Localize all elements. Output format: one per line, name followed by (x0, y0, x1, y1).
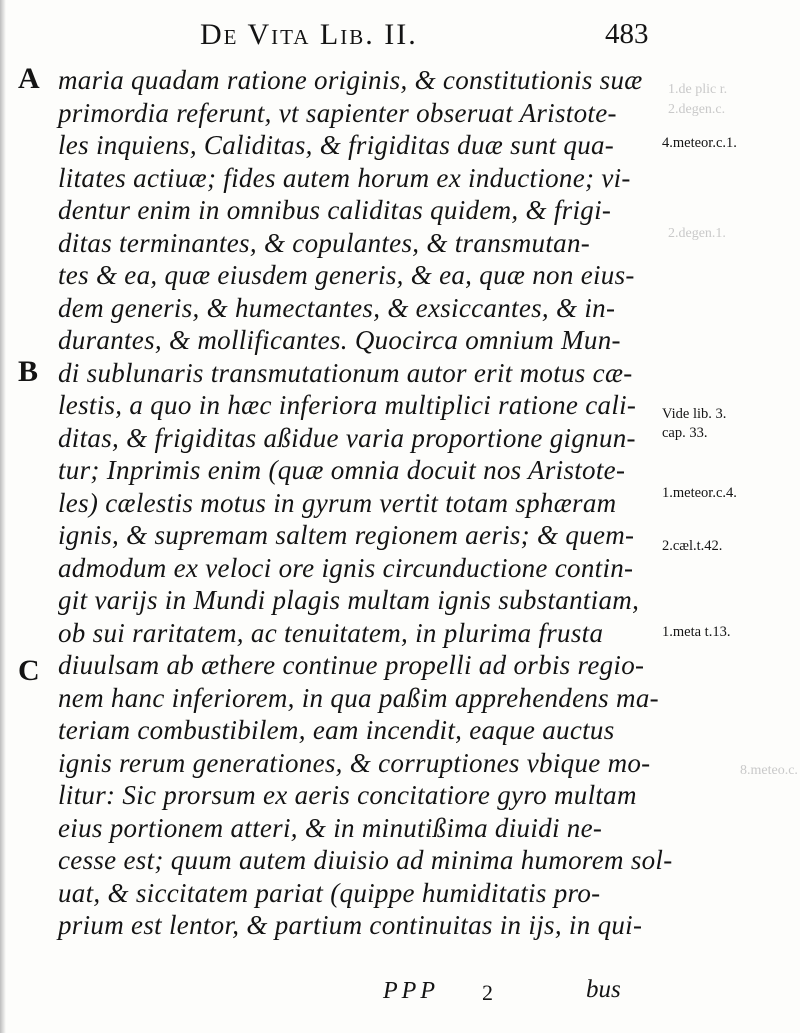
text-line: eius portionem atteri, & in minutißima diuidi ne- (58, 812, 603, 843)
text-line: prium est lentor, & partium continuitas in ijs, in qui- (58, 910, 643, 940)
show-through-text: 1.de plic r. (668, 82, 728, 97)
margin-note: Vide lib. 3. (662, 406, 727, 422)
text-line: primordia referunt, vt sapienter obseruat Aristote- (58, 97, 617, 128)
text-line: ditas, & frigiditas aßidue varia proportione gignun- (58, 422, 636, 453)
page-number: 483 (605, 18, 649, 50)
text-line: cesse est; quum autem diuisio ad minima humorem sol- (58, 845, 673, 875)
text-line: tur; Inprimis enim (quæ omnia docuit nos Aristote- (58, 455, 626, 485)
margin-note: 2.cæl.t.42. (662, 538, 723, 554)
text-line: litates actiuæ; fides autem horum ex inductione; vi- (58, 162, 631, 193)
text-line: les) cælestis motus in gyrum vertit totam sphæram (58, 487, 617, 518)
show-through-text: 8.meteo.c. (740, 763, 798, 778)
margin-note: 4.meteor.c.1. (662, 135, 737, 151)
text-line: maria quadam ratione originis, & constitutionis suæ (58, 65, 643, 95)
section-letter-c: C (18, 654, 40, 687)
text-line: admodum ex veloci ore ignis circunductione contin- (58, 552, 634, 583)
text-line: dem generis, & humectantes, & exsiccantes, & in- (58, 292, 616, 323)
text-line: durantes, & mollificantes. Quocirca omnium Mun- (58, 325, 621, 355)
margin-note: 1.meta t.13. (662, 624, 731, 640)
text-line: ignis rerum generationes, & corruptiones vbique mo- (58, 747, 651, 778)
text-line: lestis, a quo in hæc inferiora multiplici ratione cali- (58, 390, 637, 420)
margin-note: 1.meteor.c.4. (662, 485, 737, 501)
text-line: nem hanc inferiorem, in qua paßim apprehendens ma- (58, 682, 659, 713)
text-line: dentur enim in omnibus caliditas quidem, & frigi- (58, 195, 612, 225)
text-line: les inquiens, Caliditas, & frigiditas duæ sunt qua- (58, 130, 615, 160)
printer-signature: PPP (383, 978, 439, 1004)
show-through-text: 2.degen.1. (668, 226, 726, 241)
text-line: di sublunaris transmutationum autor erit motus cæ- (58, 357, 633, 388)
section-letter-a: A (18, 62, 40, 95)
text-line: uat, & siccitatem pariat (quippe humiditatis pro- (58, 877, 601, 908)
main-text (58, 64, 673, 942)
text-line: litur: Sic prorsum ex aeris concitatiore gyro multam (58, 780, 637, 810)
show-through-text: 2.degen.c. (668, 102, 726, 117)
text-line: ob sui raritatem, ac tenuitatem, in plurima frusta (58, 617, 604, 648)
text-line: diuulsam ab æthere continue propelli ad orbis regio- (58, 650, 645, 680)
margin-note: cap. 33. (662, 425, 708, 441)
text-line: teriam combustibilem, eam incendit, eaque auctus (58, 715, 615, 745)
page-gutter-shadow (0, 0, 6, 1033)
page-header (200, 18, 649, 58)
signature-number: 2 (482, 980, 493, 1005)
running-head: De Vita Lib. II. (200, 18, 418, 51)
text-line: ignis, & supremam saltem regionem aeris; & quem- (58, 520, 635, 550)
text-line: git varijs in Mundi plagis multam ignis substantiam, (58, 585, 640, 615)
catchword: bus (586, 976, 621, 1003)
text-line: ditas terminantes, & copulantes, & transmutan- (58, 227, 591, 258)
section-letter-b: B (18, 355, 39, 388)
text-line: tes & ea, quæ eiusdem generis, & ea, quæ non eius- (58, 260, 635, 290)
